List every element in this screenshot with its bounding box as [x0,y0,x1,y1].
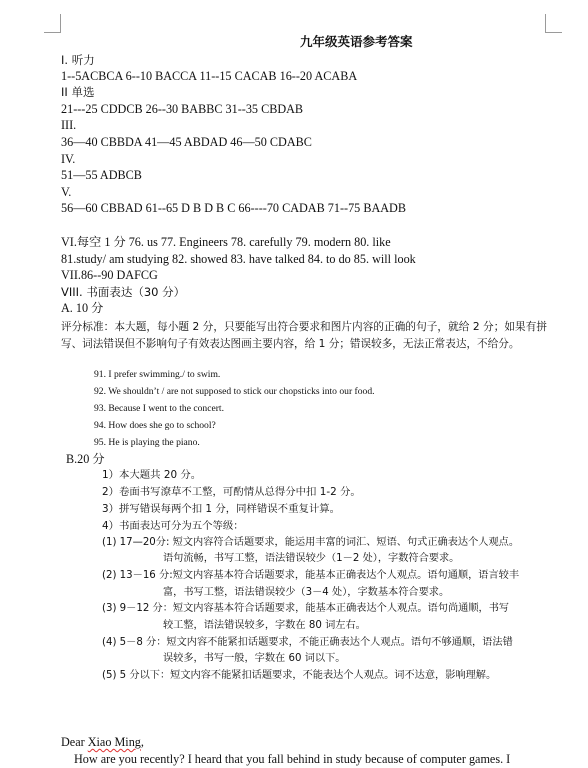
level-3-line-2: 较工整，语法错误较多，字数在 80 词左右。 [163,620,366,631]
letter-greeting: Dear Xiao Ming, [61,735,144,749]
section-3-label: III. [61,118,77,132]
section-1-label: I. 听力 [61,53,95,67]
section-6-line-1: VI.每空 1 分 76. us 77. Engineers 78. carefully 79. modern 80. like [61,235,391,249]
page-title: 九年级英语参考答案 [300,34,413,49]
section-5-label: V. [61,185,72,199]
level-3-line-1: (3) 9－12 分：短文内容基本符合话题要求，能基本正确表达个人观点。语句尚通顺，书写 [102,603,510,614]
section-2-label: II 单选 [61,85,95,99]
part-b-item-4: 4）书面表达可分为五个等级： [102,520,244,532]
level-2-line-2: 富，书写工整，语法错误较少（3－4 处），字数基本符合要求。 [163,587,450,598]
part-b-label: B.20 分 [66,452,105,466]
letter-greeting-name: Xiao Ming [87,735,141,749]
part-a-label: A. 10 分 [61,301,104,315]
level-4-line-2: 误较多，书写一般，字数在 60 词以下。 [163,653,346,664]
answer-92: 92. We shouldn’t / are not supposed to stick our chopsticks into our food. [94,386,375,397]
part-b-item-2: 2）卷面书写潦草不工整，可酌情从总得分中扣 1-2 分。 [102,486,361,498]
section-8-label: VIII. 书面表达（30 分） [61,285,186,299]
section-7-line: VII.86--90 DAFCG [61,268,158,282]
letter-line-1: How are you recently? I heard that you fall behind in study because of computer games. I [74,752,511,766]
level-2-line-1: (2) 13－16 分:短文内容基本符合话题要求，能基本正确表达个人观点。语句通顺，语言较丰 [102,570,520,581]
answer-91: 91. I prefer swimming./ to swim. [94,369,221,380]
section-1-answers: 1--5ACBCA 6--10 BACCA 11--15 CACAB 16--20 ACABA [61,69,358,83]
answer-95: 95. He is playing the piano. [94,437,200,448]
crop-mark-top-right [545,14,562,33]
section-6-line-2: 81.study/ am studying 82. showed 83. have talked 84. to do 85. will look [61,252,416,266]
level-4-line-1: (4) 5－8 分：短文内容不能紧扣话题要求，不能正确表达个人观点。语句不够通顺，语法错 [102,637,513,648]
level-1-line-2: 语句流畅，书写工整，语法错误较少（1－2 处），字数符合要求。 [163,553,460,564]
crop-mark-top-left [44,14,61,33]
answer-93: 93. Because I went to the concert. [94,403,224,414]
section-5-answers: 56—60 CBBAD 61--65 D B D B C 66----70 CADAB 71--75 BAADB [61,201,406,215]
level-5-line: (5) 5 分以下：短文内容不能紧扣话题要求，不能表达个人观点。词不达意，影响理解。 [102,670,497,681]
part-b-item-1: 1）本大题共 20 分。 [102,469,202,481]
part-b-item-3: 3）拼写错误每两个扣 1 分，同样错误不重复计算。 [102,503,341,515]
level-1-line-1: (1) 17—20分: 短文内容符合话题要求，能运用丰富的词汇、短语、句式正确表达个人观点。 [102,537,520,548]
section-4-label: IV. [61,152,76,166]
part-a-criteria: 评分标准：本大题，每小题 2 分，只要能写出符合要求和图片内容的正确的句子，就给 2 分；如果有拼写、词法错误但不影响句子有效表达图画主要内容，给 1 分；错误较多，无法正常表达，不给分。 [61,321,547,350]
section-4-answers: 51—55 ADBCB [61,168,142,182]
section-2-answers: 21---25 CDDCB 26--30 BABBC 31--35 CBDAB [61,102,304,116]
answer-94: 94. How does she go to school? [94,420,216,431]
section-3-answers: 36—40 CBBDA 41—45 ABDAD 46—50 CDABC [61,135,312,149]
